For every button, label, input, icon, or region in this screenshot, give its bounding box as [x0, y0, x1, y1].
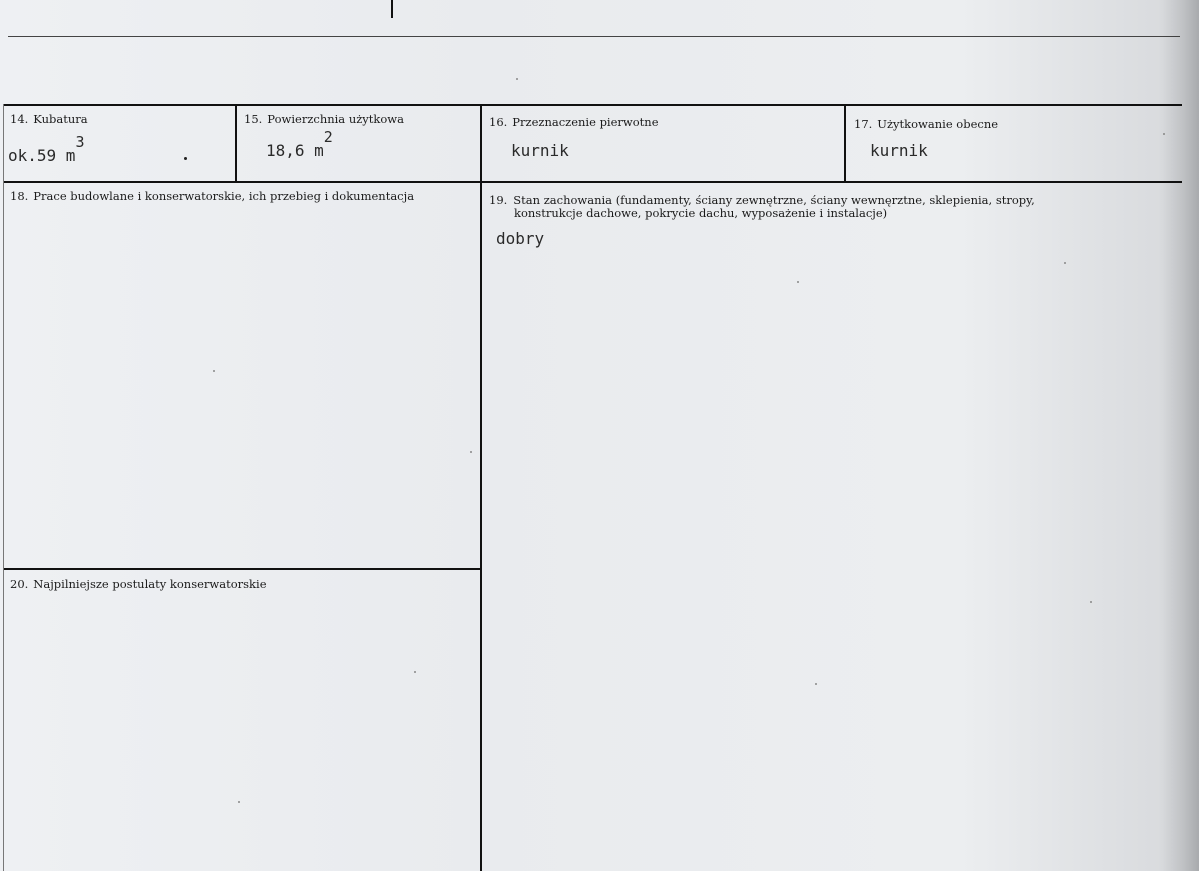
field-15-title: Powierzchnia użytkowa: [267, 112, 404, 126]
field-17-title: Użytkowanie obecne: [877, 117, 999, 131]
field-14-title: Kubatura: [33, 112, 88, 126]
col-divider-1: [235, 104, 237, 182]
scan-speck: [213, 370, 215, 372]
field-19-number: 19.: [489, 193, 508, 207]
scan-speck: [238, 801, 240, 803]
col-divider-3: [844, 104, 846, 182]
field20-top-rule: [4, 568, 480, 570]
scan-edge-shadow: [1159, 0, 1199, 871]
scan-speck: [414, 671, 416, 673]
field-14-number: 14.: [10, 112, 29, 126]
field-16-number: 16.: [489, 115, 508, 129]
field-16-label: [489, 116, 659, 129]
field-17-label: [854, 118, 998, 131]
top-rule-thin: [8, 36, 1180, 37]
field-14-value-text: ok.59 m: [8, 146, 76, 165]
field-15-value-exponent: 2: [323, 128, 333, 146]
scan-speck: [797, 281, 799, 283]
field-15-value: [266, 128, 333, 160]
field-14-value-exponent: 3: [75, 133, 85, 151]
field-14-label: [10, 113, 88, 126]
field-14-value: [8, 133, 85, 165]
top-edge-tick: [391, 0, 393, 18]
field-15-value-text: 18,6 m: [266, 141, 324, 160]
field-16-value: kurnik: [511, 141, 569, 160]
scan-speck: [516, 78, 518, 80]
stray-dot: [184, 157, 187, 160]
field-15-number: 15.: [244, 112, 263, 126]
row1-top-rule: [4, 104, 1182, 106]
field-16-title: Przeznaczenie pierwotne: [512, 115, 659, 129]
field-20-title: Najpilniejsze postulaty konserwatorskie: [33, 577, 267, 591]
field-18-label: [10, 190, 414, 203]
field-15-label: [244, 113, 404, 126]
field-19-value: dobry: [496, 229, 545, 248]
field-19-label-line2: konstrukcje dachowe, pokrycie dachu, wyposażenie i instalacje): [514, 206, 888, 220]
field-17-number: 17.: [854, 117, 873, 131]
field-20-label: [10, 578, 267, 591]
scan-speck: [815, 683, 817, 685]
field-17-value: kurnik: [870, 141, 928, 160]
field-18-title: Prace budowlane i konserwatorskie, ich przebieg i dokumentacja: [33, 189, 415, 203]
scan-speck: [470, 451, 472, 453]
field-20-number: 20.: [10, 577, 29, 591]
scan-speck: [1090, 601, 1092, 603]
col-divider-2: [480, 104, 482, 871]
field-18-number: 18.: [10, 189, 29, 203]
row1-bottom-rule: [4, 181, 1182, 183]
field-19-title-line1: Stan zachowania (fundamenty, ściany zewnętrzne, ściany wewnęrztne, sklepienia, stropy,: [513, 193, 1035, 207]
scan-speck: [1064, 262, 1066, 264]
col-divider-left-edge: [3, 104, 4, 871]
